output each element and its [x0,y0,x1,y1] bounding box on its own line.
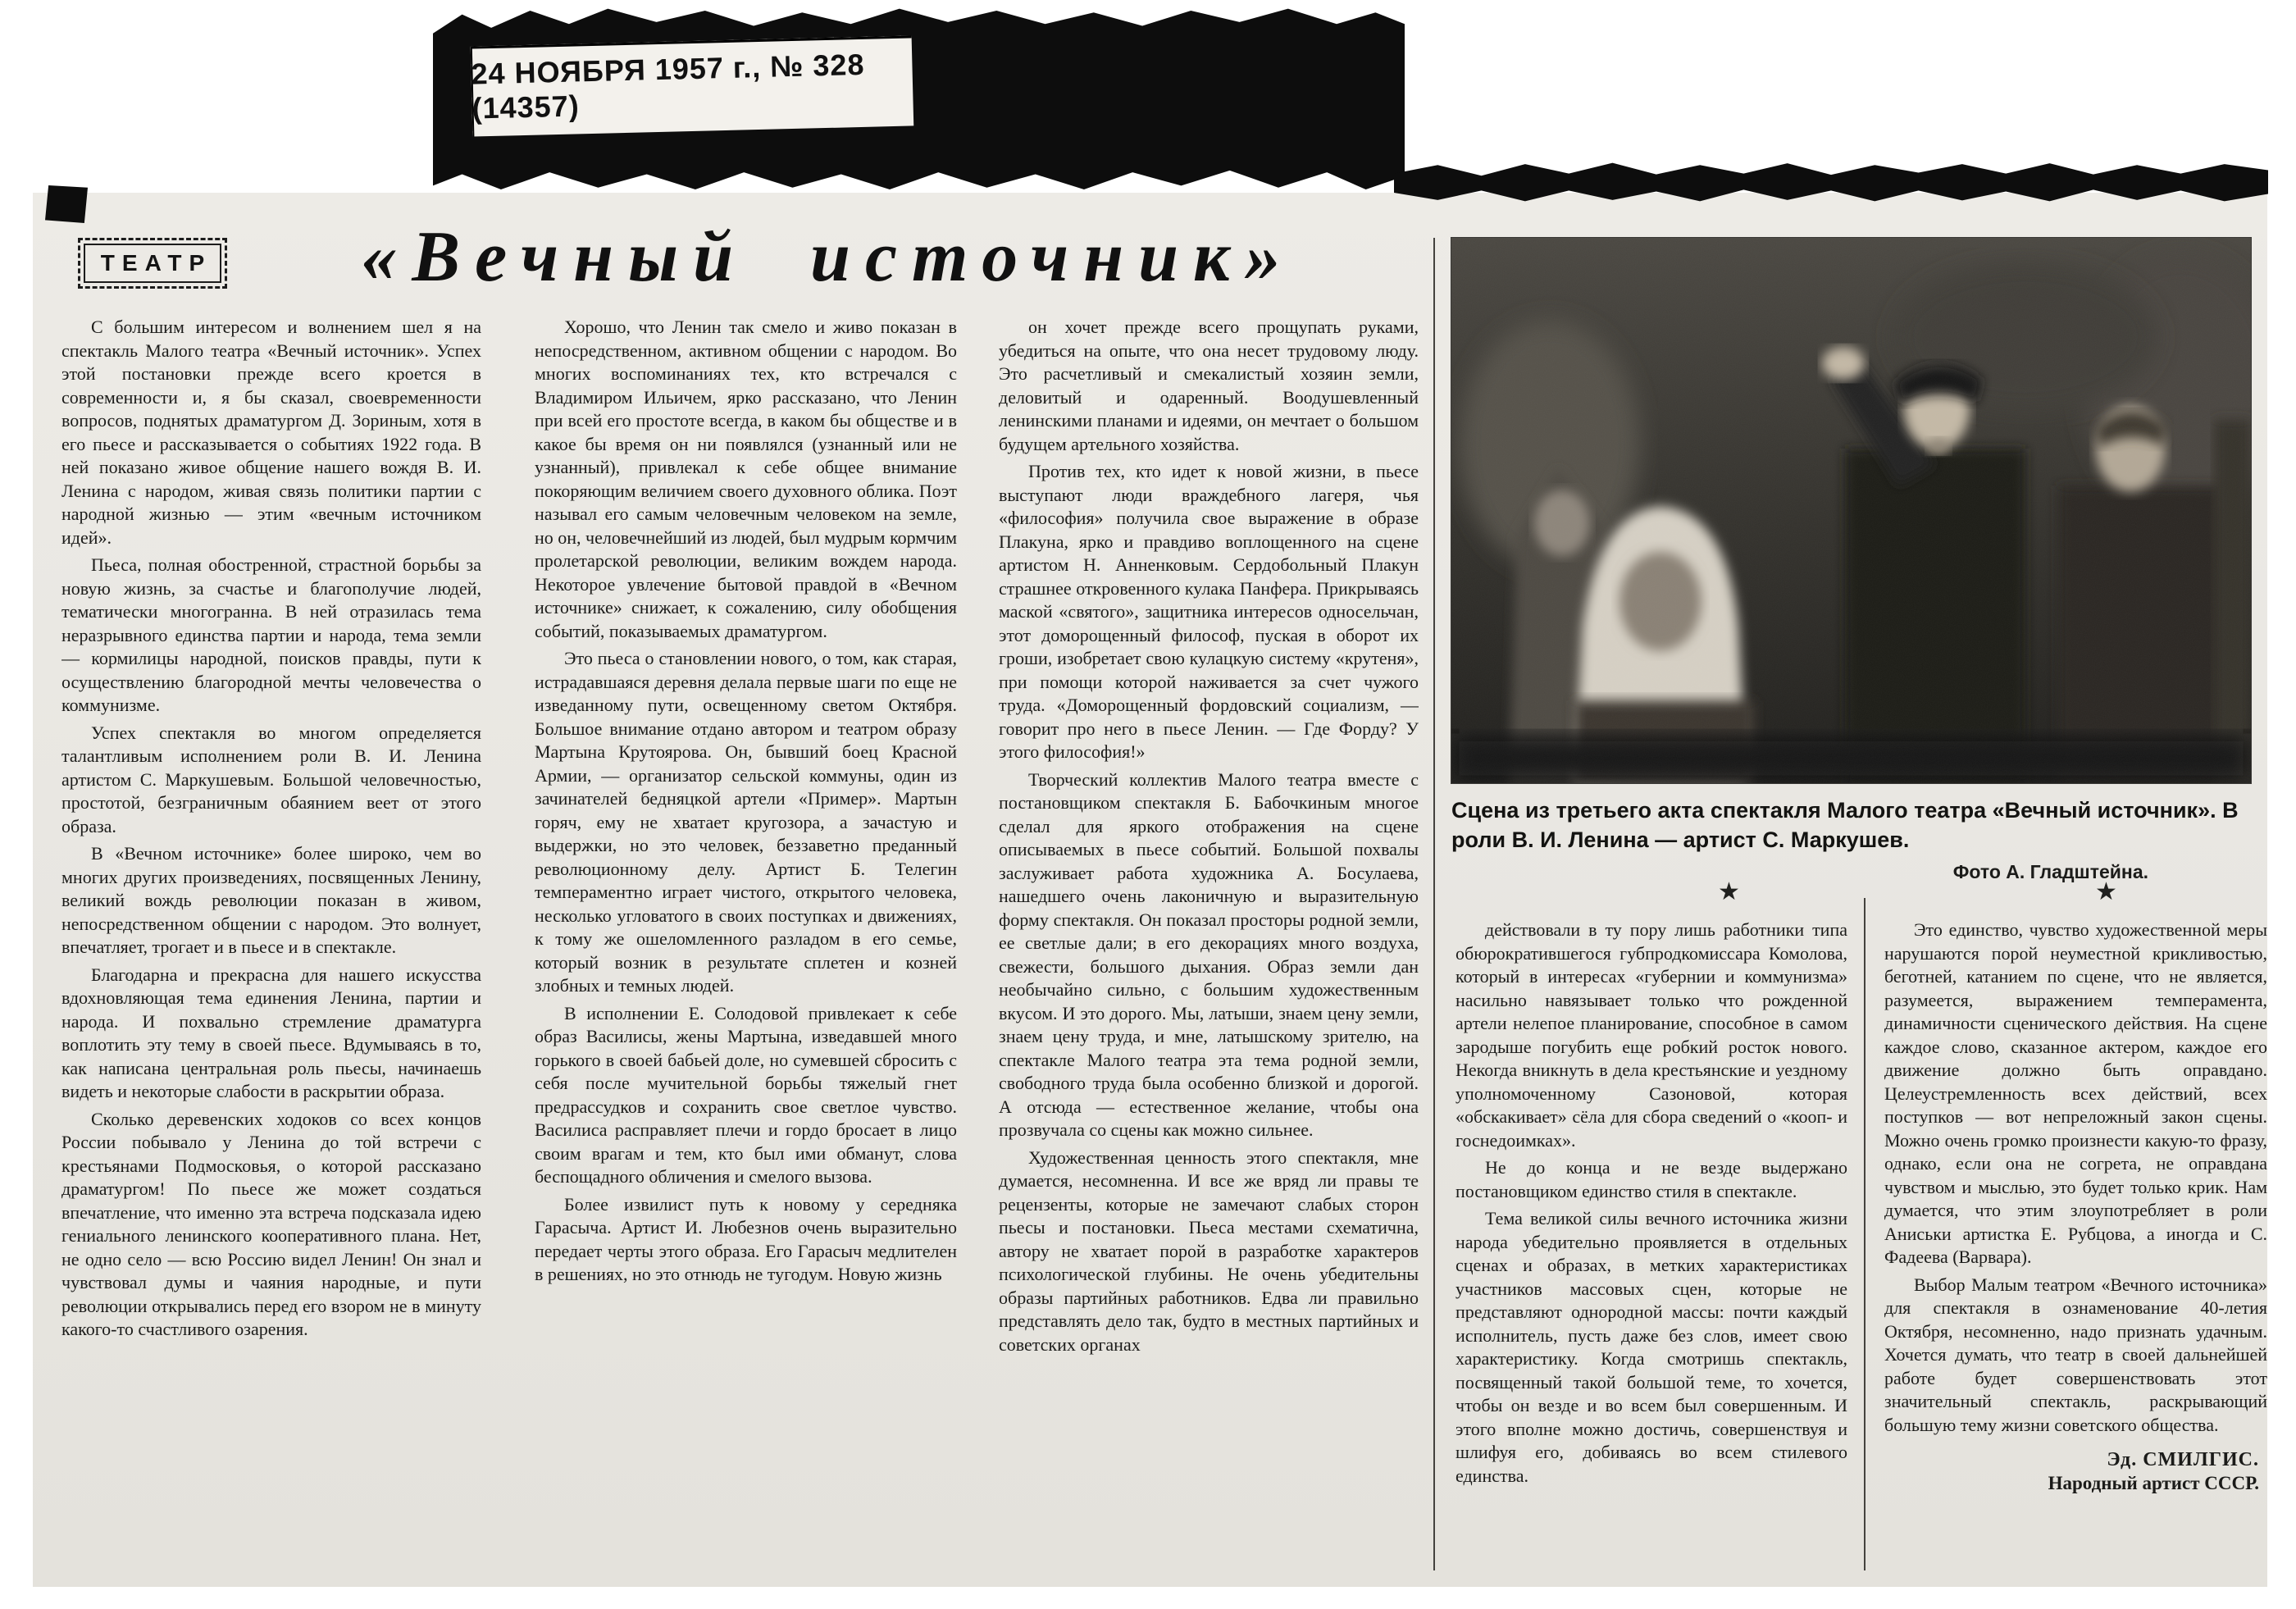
paragraph: В исполнении Е. Солодовой привлекает к себе образ Василисы, жены Мартына, изведавшей много горького в своей бабьей доле, но сумевшей сбросить с себя после мучительной борьбы тяжелый гнет предрассудков и сохранить свое светлое чувство. Василиса расправляет плечи и гордо бросает в лицо своим врагам и тем, кто был ими обманут, слова беспощадного обличения и смелого вызова. [535,1002,957,1187]
date-line: 24 НОЯБРЯ 1957 г., № 328 (14357) [471,47,865,125]
masthead-edge-chip [45,185,88,223]
paragraph: Художественная ценность этого спектакля, мне думается, несомненна. И все же вряд ли правы те рецензенты, которые не замечают слабых сторон пьесы и постановки. Пьеса местами схематична, автору не хватает порой в разработке характеров психологической глубины. Не очень убедительны образы партийных работников. Едва ли правильно представлять дело так, будто в местных партийных и советских органах [999,1146,1419,1355]
section-label: ТЕАТР [100,250,212,276]
photo-credit: Фото А. Гладштейна. [1952,861,2148,882]
article-headline: «Вечный источник» [361,217,1296,297]
paragraph: Пьеса, полная обостренной, страстной борьбы за новую жизнь, за счастье и благополучие людей, тематически многогранна. В ней отразилась тема неразрывного единства партии и народа, тема земли — кормилицы народной, поисков правды, пути к осуществлению благородной мечты человечества о коммунизме. [61,554,481,715]
paragraph: он хочет прежде всего прощупать руками, убедиться на опыте, что она несет трудовому люду. Это расчетливый и смекалистый хозяин земли, деловитый и одаренный. Воодушевленный ленинскими планами и идеями, он мечтает о большом будущем артельного хозяйства. [999,317,1419,454]
text-column-2 [535,316,957,1570]
paragraph: Творческий коллектив Малого театра вместе с постановщиком спектакля Б. Бабочкиным многое сделал для яркого отображения на сцене описываемых в пьесе событий. Большой похвалы заслуживает работа художника А. Босулаева, нашедшего очень лаконичную и выразительную форму спектакля. Он показал просторы родной земли, ее светлые дали; в его декорациях много воздуха, свежести, большого дыхания. Образ земли дан необычайно сильно, с большим художественным вкусом. И это дорого. Мы, латыши, знаем цену земли, знаем цену труда, и мне, латышскому зрителю, на спектакле Малого театра эта тема родной земли, свободного труда была особенно близкой и дорогой. А отсюда — естественное желание, чтобы она прозвучала со сцены как можно сильнее. [999,768,1419,1140]
paragraph: Против тех, кто идет к новой жизни, в пьесе выступают люди враждебного лагеря, чья «философия» получила свое выражение в образе Плакуна, ярко и правдиво воплощенного на сцене артистом Н. Анненковым. Сердобольный Плакун страшнее откровенного кулака Панфера. Прикрываясь маской «святого», защитника интересов односельчан, этот доморощенный философ, пуская в оборот их гроши, изобретает свою кулацкую систему «крутеня», при помощи которой наживается за счет чужого труда. «Доморощенный фордовский социализм, — говорит про него в пьесе Ленин. — Где Форду? У этого философия!» [999,461,1419,762]
paragraph: В «Вечном источнике» более широко, чем во многих других произведениях, посвященных Ленину, великий вождь революции показан в живом, непосредственном общении с народом. Это волнует, впечатляет, трогает и в пьесе и в спектакле. [61,843,481,957]
article-sheet [33,193,2267,1587]
star-divider: ★ [1718,878,1740,905]
date-box [471,35,914,136]
star-divider: ★ [2095,878,2117,905]
paragraph: Сколько деревенских ходоков со всех концов России побывало у Ленина до той встречи с крестьянами Подмосковья, о которой рассказано драматургом! По пьесе же может создаться впечатление, что именно эта встреча подсказала идею гениального ленинского кооперативного плана. Нет, не одно село — всю Россию видел Ленин! Он знал и чувствовал думы и чаяния народные, и пути революции открывались перед его взором не в минуту какого-то счастливого озарения. [61,1108,481,1339]
section-stamp-frame [84,244,221,283]
author-title: Народный артист СССР. [2048,1472,2259,1493]
text-column-4 [1456,918,1847,1570]
stage-photo [1451,238,2251,783]
column-rule [1433,238,1435,1570]
section-stamp [78,238,227,289]
paragraph: Это пьеса о становлении нового, о том, как старая, истрадавшаяся деревня делала первые шаги по еще не изведанному пути, освещенному светом Октября. Большое внимание отдано автором и театром образу Мартына Крутоярова. Он, бывший боец Красной Армии, — организатор сельской коммуны, один из зачинателей бедняцкой артели «Пример». Мартын горяч, ему не хватает кругозора, а зачастую и выдержки, но это человек, беззаветно преданный революционному делу. Артист Б. Телегин темпераментно играет чистого, открытого человека, несколько угловатого в своих поступках и движениях, к тому же ошеломленного разладом в его семье, который возник в результате сплетен и козней злобных и темных людей. [535,648,957,996]
stage-photo-art [1451,238,2251,783]
paragraph: Это единство, чувство художественной меры нарушаются порой неуместной крикливостью, беготней, катанием по сцене, что не является, разумеется, выражением темперамента, динамичности сценического действия. На сцене каждое слово, сказанное актером, каждое его движение должно быть оправдано. Целеустремленность всех действий, всех поступков — вот непреложный закон сцены. Можно очень громко произнести какую-то фразу, однако, если она не согрета, не оправдана чувством и мыслью, это будет только крик. Нам думается, что этим злоупотребляет в роли Аниськи артистка Е. Рубцова, а иногда и С. Фадеева (Варвара). [1884,919,2267,1267]
paragraph: действовали в ту пору лишь работники типа обюрократившегося губпродкомиссара Комолова, который в интересах «губернии и коммунизма» насильно навязывает только что рожденной артели нелепое планирование, способное в самом зародыше погубить еще робкий росток нового. Некогда вникнуть в дела крестьянские и уездному уполномоченному Сазоновой, которая «обскакивает» сёла для сбора сведений о «кооп- и госнедоимках». [1456,919,1847,1151]
paragraph: Успех спектакля во многом определяется талантливым исполнением роли В. И. Ленина артистом С. Маркушевым. Большой человечностью, простотой, безграничным обаянием веет от этого образа. [61,722,481,836]
paragraph: Тема великой силы вечного источника жизни народа убедительно проявляется в отдельных сценах и образах, в метких характеристиках участников массовых сцен, которые не представляют однородной массы: почти каждый исполнитель, пусть даже без слов, имеет свою характеристику. Когда смотришь спектакль, посвященный такой большой теме, то хочется, чтобы он везде и во всем был совершенным. И этого вполне можно достичь, совершенствуя и шлифуя его, добиваясь во всем стилевого единства. [1456,1208,1847,1486]
paragraph: С большим интересом и волнением шел я на спектакль Малого театра «Вечный источник». Успех этой постановки прежде всего кроется в современности и, я бы сказал, своевременности вопросов, поднятых драматургом Д. Зориным, хотя в его пьесе и рассказывается о событиях 1922 года. В ней показано живое общение нашего вождя В. И. Ленина с народом, живая связь политики партии с народной жизнью — этим «вечным источником идей». [61,317,481,548]
author-name: Эд. СМИЛГИС. [2107,1449,2259,1470]
paragraph: Хорошо, что Ленин так смело и живо показан в непосредственном, активном общении с народом. Во многих воспоминаниях тех, кто встречался с Владимиром Ильичем, ярко рассказано, что Ленин при всей его простоте всегда, в каком бы обществе и в какое бы время он ни появлялся (узнанный или не узнанный), привлекал к себе общее внимание покоряющим величием своего духовного облика. Поэт называл его самым человечным человеком на земле, но он, человечнейший из людей, был мудрым кормчим пролетарской революции, великим вождем народа. Некоторое увлечение бытовой правдой в «Вечном источнике» снижает, к сожалению, силу обобщения событий, показываемых драматургом. [535,317,957,641]
photo-caption: Сцена из третьего акта спектакля Малого театра «Вечный источник». В роли В. И. Ленина — артист С. Маркушев. [1451,798,2239,852]
column-rule [1864,898,1866,1570]
paragraph: Более извилист путь к новому у середняка Гарасыча. Артист И. Любезнов очень выразительно передает черты этого образа. Его Гарасыч медлителен в решениях, но это отнюдь не тугодум. Новую жизнь [535,1193,957,1284]
text-column-1 [61,316,481,1570]
text-column-3 [999,316,1419,1570]
signature-block [1884,1448,2267,1495]
text-column-5 [1884,918,2267,1570]
paragraph: Благодарна и прекрасна для нашего искусства вдохновляющая тема единения Ленина, партии и народа. И похвально стремление драматурга воплотить эту тему в своей пьесе. Вдумываясь в то, как написана центральная роль пьесы, начинаешь видеть и некоторые слабости в раскрытии образа. [61,964,481,1101]
photo-caption-block [1451,795,2255,883]
paragraph: Не до конца и не везде выдержано постановщиком единство стиля в спектакле. [1456,1157,1847,1201]
paragraph: Выбор Малым театром «Вечного источника» для спектакля в ознаменование 40-летия Октября, несомненно, надо признать удачным. Хочется думать, что театр в своей дальнейшей работе будет совершенствовать этот значительный спектакль, раскрывающий большую тему жизни советского общества. [1884,1274,2267,1435]
